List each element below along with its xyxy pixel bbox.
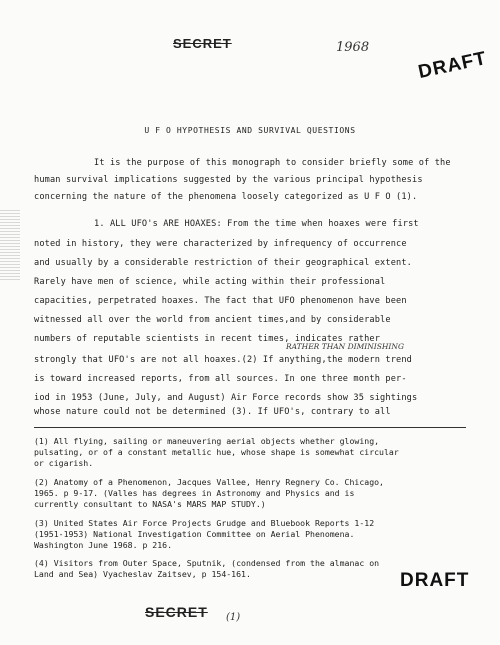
footnote-line: (1951-1953) National Investigation Committee on Aerial Phenomena. bbox=[34, 529, 355, 539]
body-line: iod in 1953 (June, July, and August) Air Force records show 35 sightings bbox=[34, 393, 418, 403]
body-line: strongly that UFO's are not all hoaxes.(2) If anything,the modern trend bbox=[34, 355, 412, 365]
footnote-line: or cigarish. bbox=[34, 458, 94, 468]
draft-stamp-top: DRAFT bbox=[416, 48, 489, 83]
footnote-line: (4) Visitors from Outer Space, Sputnik, (condensed from the almanac on bbox=[34, 558, 380, 568]
footnote-line: Washington June 1968. p 216. bbox=[34, 540, 173, 550]
secret-stamp-top: SECRET bbox=[173, 36, 232, 51]
footnote-line: currently consultant to NASA's MARS MAP STUDY.) bbox=[34, 499, 266, 509]
footnote-line: 1965. p 9-17. (Valles has degrees in Astronomy and Physics and is bbox=[34, 488, 355, 498]
body-line: human survival implications suggested by the various principal hypothesis bbox=[34, 175, 423, 185]
body-line: noted in history, they were characterized by infrequency of occurrence bbox=[34, 239, 407, 249]
document-title: U F O HYPOTHESIS AND SURVIVAL QUESTIONS bbox=[144, 126, 356, 135]
body-line: witnessed all over the world from ancient times,and by considerable bbox=[34, 315, 391, 325]
footnote-line: pulsating, or of a constant metallic hue, whose shape is somewhat circular bbox=[34, 447, 399, 457]
page-number: (1) bbox=[226, 612, 241, 623]
footnote-line: (2) Anatomy of a Phenomenon, Jacques Vallee, Henry Regnery Co. Chicago, bbox=[34, 477, 384, 487]
footnote-divider bbox=[34, 427, 466, 428]
secret-stamp-bottom: SECRET bbox=[145, 604, 208, 620]
body-line: concerning the nature of the phenomena loosely categorized as U F O (1). bbox=[34, 192, 418, 202]
body-line: numbers of reputable scientists in recent times, indicates rather bbox=[34, 334, 381, 344]
body-line: 1. ALL UFO's ARE HOAXES: From the time when hoaxes were first bbox=[94, 219, 419, 229]
body-line: whose nature could not be determined (3). If UFO's, contrary to all bbox=[34, 407, 391, 417]
footnote-line: (3) United States Air Force Projects Grudge and Bluebook Reports 1-12 bbox=[34, 518, 375, 528]
body-line: Rarely have men of science, while acting within their professional bbox=[34, 277, 386, 287]
body-line: It is the purpose of this monograph to consider briefly some of the bbox=[94, 158, 451, 168]
year-note: 1968 bbox=[336, 40, 370, 55]
draft-stamp-bottom: DRAFT bbox=[400, 570, 470, 591]
handwritten-insert: RATHER THAN DIMINISHING bbox=[286, 342, 404, 351]
body-line: capacities, perpetrated hoaxes. The fact that UFO phenomenon have been bbox=[34, 296, 407, 306]
footnote-line: Land and Sea) Vyacheslav Zaitsev, p 154-161. bbox=[34, 569, 251, 579]
body-line: is toward increased reports, from all sources. In one three month per- bbox=[34, 374, 407, 384]
footnote-line: (1) All flying, sailing or maneuvering aerial objects whether glowing, bbox=[34, 436, 380, 446]
body-line: and usually by a considerable restriction of their geographical extent. bbox=[34, 258, 412, 268]
scan-smudge bbox=[0, 210, 20, 280]
